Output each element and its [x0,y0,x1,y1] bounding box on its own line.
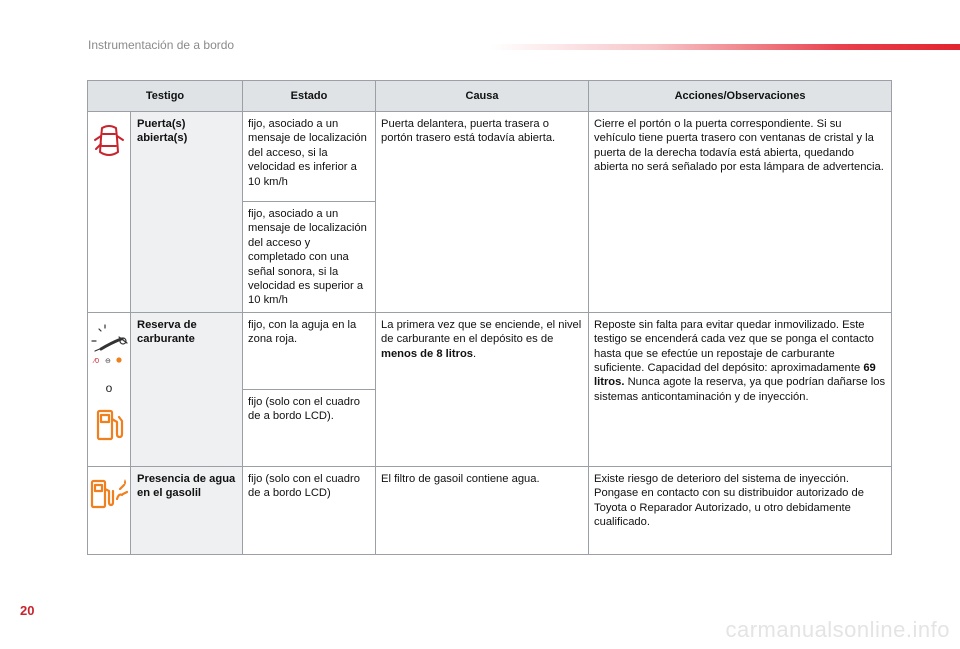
causa-bold-text: menos de 8 litros [381,347,474,360]
icon-cell [88,112,131,313]
col-header-acciones: Acciones/Observaciones [589,81,892,112]
watermark: carmanualsonline.info [725,617,950,642]
warning-name-doors: Puerta(s) abierta(s) [131,112,243,313]
acciones-cell: Existe riesgo de deterioro del sistema de inyección. Pongase en contacto con su distribuidor autorizado de Toyota o Reparador Autorizado, u otro debidamente cualificado. [589,466,892,554]
acciones-cell: Cierre el portón o la puerta correspondiente. Si su vehículo tiene puerta trasero con ventanas de cristal y la puerta de la derecha todavía está abierta, quedando abierta no será señalado por esta lámpara de advertencia. [589,112,892,313]
causa-text: La primera vez que se enciende, el nivel de carburante en el depósito es de [381,318,582,346]
icon-cell [88,312,131,466]
fuel-pump-icon [94,407,124,443]
warning-name-fuel: Reserva de carburante [131,312,243,466]
table-row [88,312,892,389]
water-in-diesel-icon [89,477,129,513]
col-header-estado: Estado [243,81,376,112]
warning-name-water: Presencia de agua en el gasolil [131,466,243,554]
page-number: 20 [20,603,35,618]
icon-cell [88,466,131,554]
acciones-bold-text: 69 litros. [594,362,876,389]
estado-cell: fijo, con la aguja en la zona roja. [243,312,376,389]
header-accent-bar [490,44,960,50]
table-row [88,112,892,202]
acciones-text: Reposte sin falta para evitar quedar inmovilizado. Este testigo se encenderá cada vez que se ponga el contacto hasta que se efectúe un repostaje de carburante suficiente. Capacidad del depósito: aproximadamente [594,318,874,375]
warning-lights-table [87,80,892,555]
causa-text-end: . [473,347,477,360]
page-header-title: Instrumentación de a bordo [88,38,235,52]
estado-cell: fijo, asociado a un mensaje de localización del acceso, si la velocidad es inferior a 10 km/h [243,112,376,202]
estado-cell: fijo (solo con el cuadro de a bordo LCD) [243,466,376,554]
table-header-row [88,81,892,112]
causa-cell [376,312,589,466]
table-row [88,466,892,554]
causa-cell: El filtro de gasoil contiene agua. [376,466,589,554]
door-open-car-icon [92,122,126,162]
svg-text:⊖: ⊖ [105,357,111,365]
acciones-text-end: Nunca agote la reserva, ya que podrían dañarse los sistemas anticontaminación y de inyección. [594,376,886,403]
col-header-testigo: Testigo [88,81,243,112]
estado-cell: fijo (solo con el cuadro de a bordo LCD). [243,389,376,466]
estado-cell: fijo, asociado a un mensaje de localización del acceso y completado con una señal sonora, si la velocidad es superior a 10 km/h [243,202,376,313]
or-label: o [105,380,113,395]
acciones-cell [589,312,892,466]
svg-text:⁄0: ⁄0 [94,357,100,365]
col-header-causa: Causa [376,81,589,112]
fuel-gauge-icon [89,321,129,367]
causa-cell: Puerta delantera, puerta trasera o portón trasero está todavía abierta. [376,112,589,313]
